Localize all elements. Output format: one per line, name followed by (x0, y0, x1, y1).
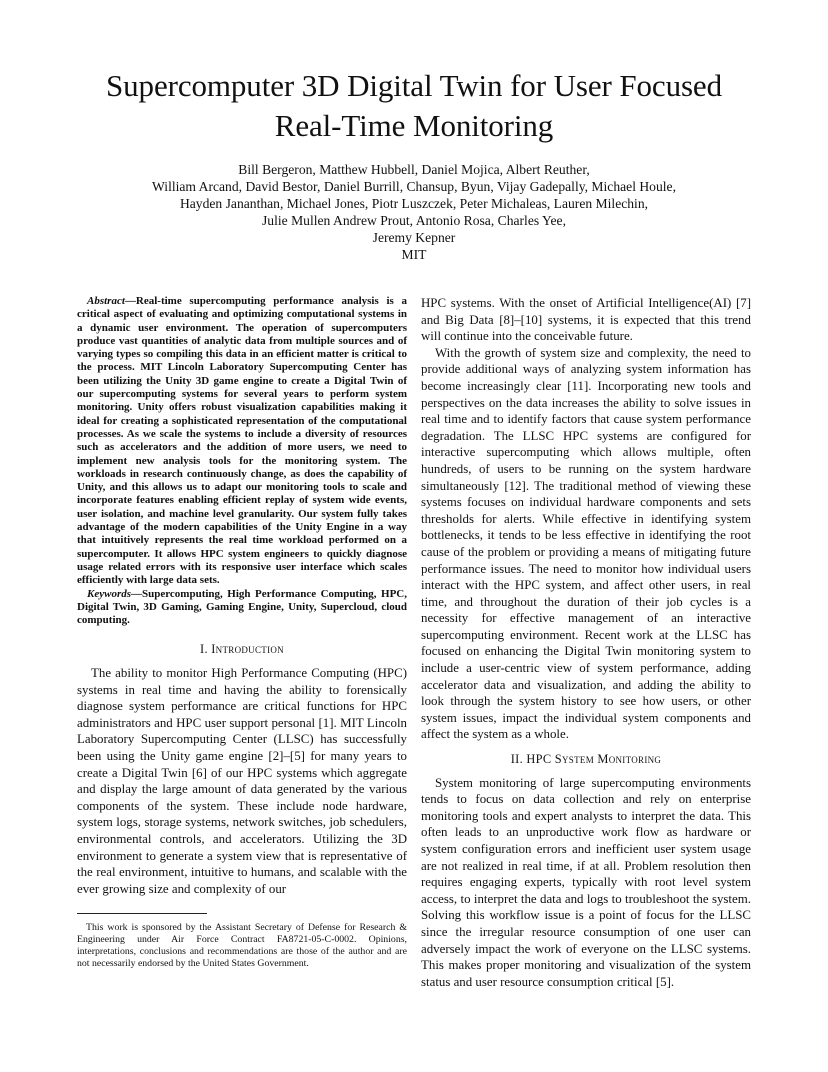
footnote (77, 913, 407, 970)
author-line: William Arcand, David Bestor, Daniel Burrill, Chansup, Byun, Vijay Gadepally, Michael Houle, (152, 179, 676, 194)
monitoring-paragraph-1: System monitoring of large supercomputing environments tends to focus on data collection and rely on enterprise monitoring tools and expert analysts to interpret the data. This often leads to an unproductive work flow as hardware or system configuration errors and inefficient user system usage are not realized in real time, if at all. Problem resolution then requires engaging experts, typically with root level system access, to interpret the data and logs to troubleshoot the system. Solving this workflow issue is a point of focus for the LLSC since the irregular resource consumption of one user can adversely impact the work of everyone on the LLSC systems. This makes proper monitoring and visualization of the system status and user resource consumption critical [5]. (421, 775, 751, 989)
intro-paragraph-1: The ability to monitor High Performance Computing (HPC) systems in real time and having the ability to forensically diagnose system performance are critical functions for HPC administrators and HPC user support personal [1]. MIT Lincoln Laboratory Supercomputing Center (LLSC) has successfully been using the Unity game engine [2]–[5] for many years to create a Digital Twin [6] of our HPC systems which aggregate and display the large amount of data generated by the various components of the system. These include node hardware, system logs, storage systems, network switches, job schedulers, environmental controls, and accelerators. Utilizing the 3D environment to generate a system view that is representative of the real environment, intuitive to humans, and scalable with the ever growing size and complexity of our (77, 666, 407, 896)
left-column (77, 295, 407, 897)
footnote-rule (77, 913, 207, 914)
section-name: Introduction (211, 642, 284, 657)
keywords-text: —Supercomputing, High Performance Computing, HPC, Digital Twin, 3D Gaming, Gaming Engine, Unity, Supercloud, cloud computing. (77, 587, 407, 627)
author-block (40, 161, 788, 263)
title-line-1: Supercomputer 3D Digital Twin for User Focused (106, 68, 722, 103)
paper-title (40, 66, 788, 146)
section-numeral: I. (200, 642, 212, 657)
author-line: Hayden Jananthan, Michael Jones, Piotr Luszczek, Peter Michaleas, Lauren Milechin, (179, 196, 649, 211)
footnote-text: This work is sponsored by the Assistant Secretary of Defense for Research & Engineering under Air Force Contract FA8721-05-C-0002. Opinions, interpretations, conclusions and recommendations are those of the author and are not necessarily endorsed by the United States Government. (77, 922, 407, 969)
section-numeral: II. HPC (510, 752, 555, 767)
abstract-text: —Real-time supercomputing performance analysis is a critical aspect of evaluating and optimizing computational systems in a dynamic user environment. The operation of supercomputers produce vast quantities of analytic data from multiple sources and of varying types so compiling this data in an efficient matter is critical to the process. MIT Lincoln Laboratory Supercomputing Center has been utilizing the Unity 3D game engine to create a Digital Twin of our supercomputing systems for several years to perform system monitoring. Unity offers robust visualization capabilities making it ideal for creating a sophisticated representation of the computational processes. As we scale the systems to include a diversity of resources such as accelerators and the addition of more users, we need to implement new analysis tools for the monitoring system. The workloads in research continuously change, as does the capability of Unity, and this allows us to adapt our monitoring tools to scale and incorporate features enabling efficient replay of system wide events, user isolation, and machine level granularity. Our system fully takes advantage of the modern capabilities of the Unity Engine in a way that intuitively represents the real time workload performed on a supercomputer. It allows HPC system engineers to quickly diagnose usage related errors with its responsive user interface which scales efficiently with large data sets. (77, 295, 407, 587)
abstract-label: Abstract (87, 295, 125, 307)
title-line-2: Real-Time Monitoring (274, 108, 554, 143)
intro-paragraph-1-continued: HPC systems. With the onset of Artificial Intelligence(AI) [7] and Big Data [8]–[10] systems, it is expected that this trend will continue into the conceivable future. (421, 296, 751, 344)
keywords-label: Keywords (87, 587, 131, 600)
section-name: System Monitoring (554, 752, 662, 767)
author-line: Jeremy Kepner (372, 230, 456, 245)
abstract (77, 295, 407, 588)
right-column (421, 295, 751, 990)
author-line: Julie Mullen Andrew Prout, Antonio Rosa, Charles Yee, (262, 213, 566, 228)
section-heading-hpc-system-monitoring (421, 751, 751, 768)
intro-paragraph-2: With the growth of system size and complexity, the need to provide additional ways of analyzing system information has become increasingly clear [11]. Incorporating new tools and perspectives on the data increases the ability to solve issues in real time and to identify factors that cause system performance degradation. The LLSC HPC systems are configured for interactive supercomputing which allows multiple, often hundreds, of users to be running on the system hardware simultaneously [12]. The traditional method of viewing these systems focuses on individual hardware components and sets thresholds for alerts. While effective in identifying system bottlenecks, it tends to be less effective in identifying the root cause of the problem or providing a means of mitigating future performance issues. The need to monitor how individual users interact with the HPC system, and affect other users, in real time, and throughout the duration of their job cycles is a necessity for effective management of an interactive supercomputing environment. Recent work at the LLSC has focused on enhancing the Digital Twin monitoring system to include a user-centric view of system performance, adding accelerator data and visualization, and adding the ability to look through the system history to see how users, or other system issues, impact the individual system components and affect the system as a whole. (421, 345, 751, 742)
author-line: Bill Bergeron, Matthew Hubbell, Daniel Mojica, Albert Reuther, (238, 162, 590, 177)
affiliation: MIT (401, 247, 427, 262)
section-heading-introduction (77, 641, 407, 658)
keywords (77, 588, 407, 628)
